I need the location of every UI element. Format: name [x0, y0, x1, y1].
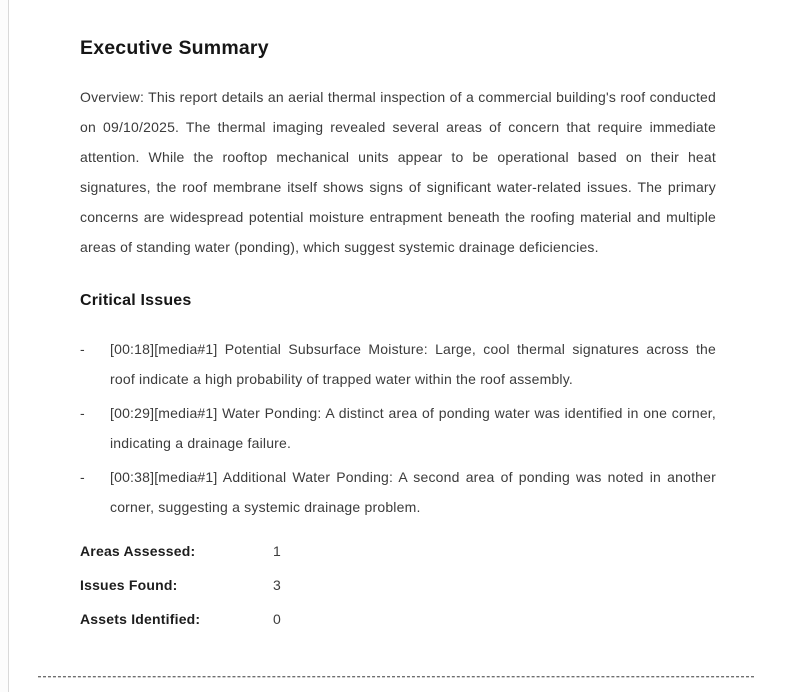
issue-item-2 — [80, 398, 716, 458]
bullet-marker: - — [80, 341, 85, 357]
stat-label: Areas Assessed: — [80, 543, 196, 559]
stat-label: Issues Found: — [80, 577, 178, 593]
issue-text: [00:29][media#1] Water Ponding: A distinct area of ponding water was identified in one corner, indicating a drainage failure. — [110, 405, 716, 451]
stat-row-issues-found — [80, 568, 716, 602]
issue-text: [00:18][media#1] Potential Subsurface Moisture: Large, cool thermal signatures across the roof indicate a high probability of trapped water within the roof assembly. — [110, 341, 716, 387]
bullet-marker: - — [80, 469, 85, 485]
summary-stats — [80, 534, 716, 636]
stat-row-assets-identified — [80, 602, 716, 636]
overview-paragraph: Overview: This report details an aerial thermal inspection of a commercial building's roof conducted on 09/10/2025. The thermal imaging revealed several areas of concern that require immediate attention. While the rooftop mechanical units appear to be operational based on their heat signatures, the roof membrane itself shows signs of significant water-related issues. The primary concerns are widespread potential moisture entrapment beneath the roofing material and multiple areas of standing water (ponding), which suggest systemic drainage deficiencies. — [80, 89, 716, 255]
stat-value: 1 — [273, 543, 281, 559]
page-break-divider — [38, 676, 754, 678]
stat-value: 3 — [273, 577, 281, 593]
stat-value: 0 — [273, 611, 281, 627]
executive-summary-title: Executive Summary — [80, 37, 269, 59]
issue-text: [00:38][media#1] Additional Water Ponding: A second area of ponding was noted in another corner, suggesting a systemic drainage problem. — [110, 469, 716, 515]
bullet-marker: - — [80, 405, 85, 421]
page-left-margin-strip — [0, 0, 8, 692]
critical-issues-list — [80, 334, 716, 522]
issue-item-3 — [80, 462, 716, 522]
issue-item-1 — [80, 334, 716, 394]
critical-issues-heading: Critical Issues — [80, 292, 192, 309]
stat-label: Assets Identified: — [80, 611, 201, 627]
stat-row-areas-assessed — [80, 534, 716, 568]
report-content — [80, 36, 716, 636]
page-left-edge-line — [8, 0, 9, 692]
